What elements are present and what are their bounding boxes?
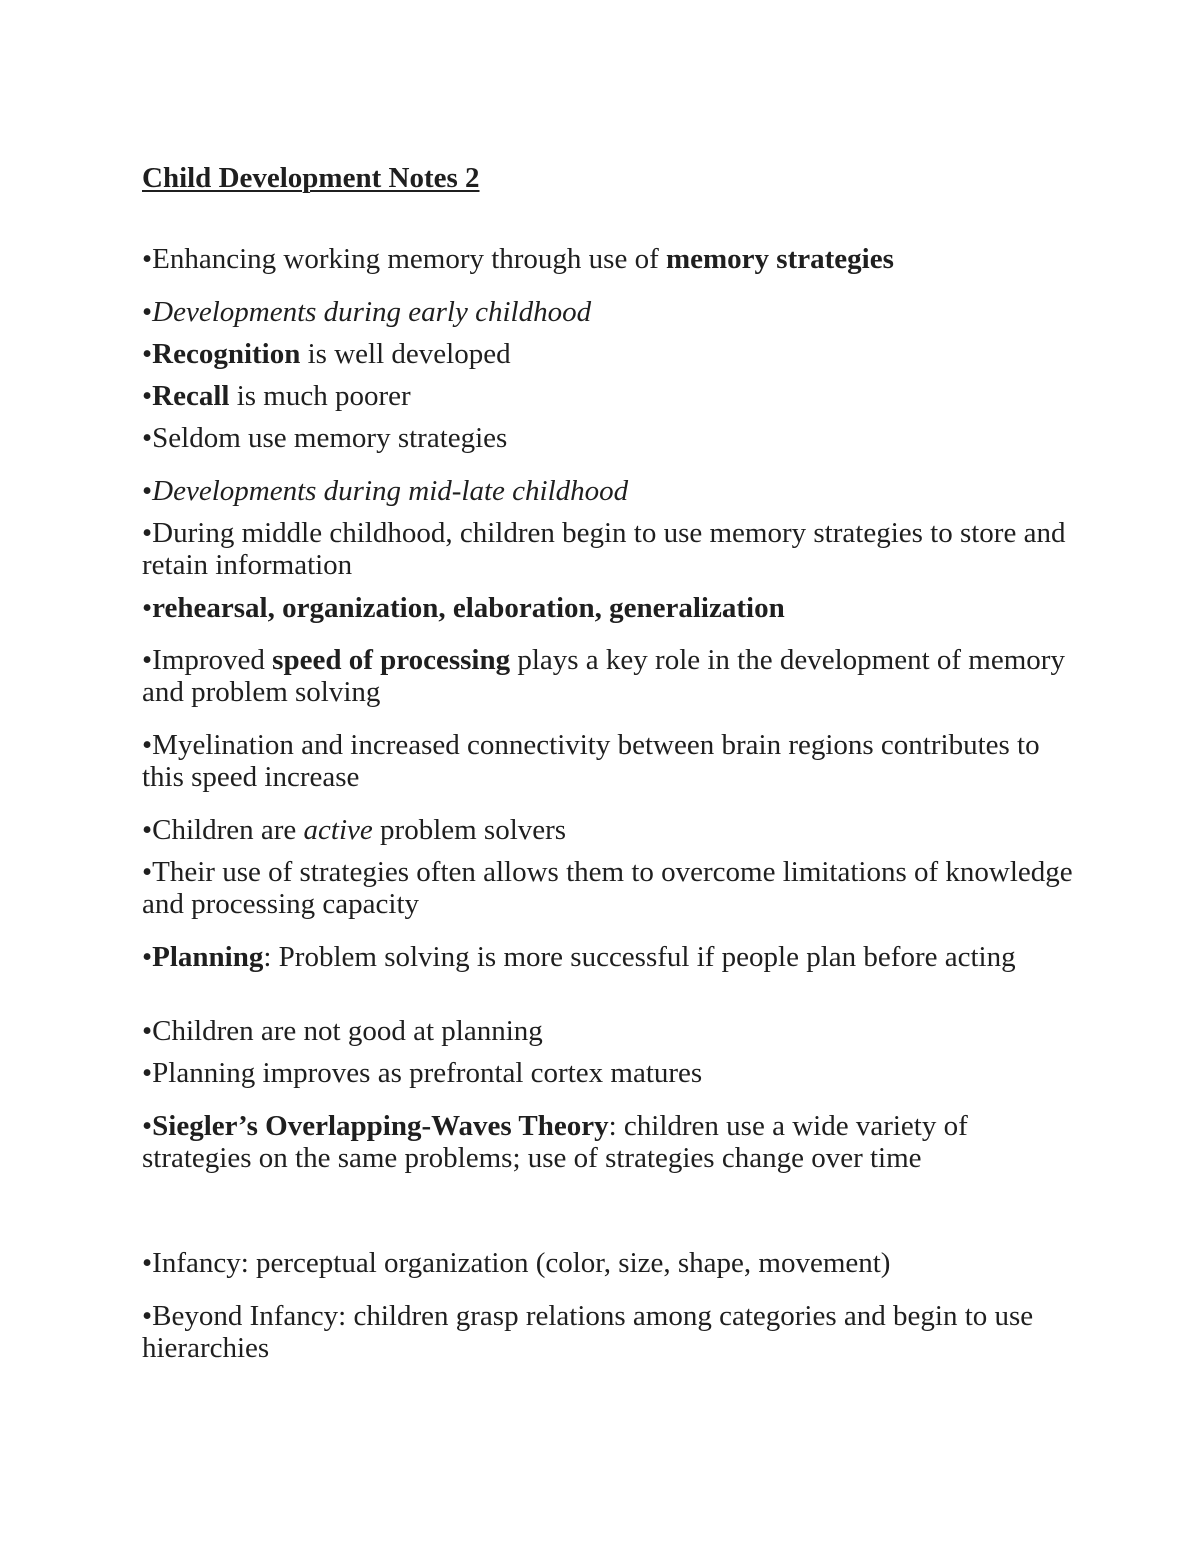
text-run-bold: memory strategies bbox=[666, 243, 894, 275]
text-run-bold: rehearsal, organization, elaboration, generalization bbox=[152, 592, 785, 624]
note-line-9 bbox=[142, 644, 1082, 708]
text-run: Their use of strategies often allows them to overcome limitations of knowledge and processing capacity bbox=[142, 856, 1073, 920]
bullet: • bbox=[142, 814, 153, 846]
bullet: • bbox=[142, 1015, 153, 1047]
text-run: problem solvers bbox=[372, 814, 567, 846]
text-run-bold: Siegler’s Overlapping-Waves Theory bbox=[152, 1110, 609, 1142]
note-line-13 bbox=[142, 941, 1082, 973]
text-run: : children use a wide variety of strategies on the same problems; use of strategies change over time bbox=[142, 1110, 968, 1174]
bullet: • bbox=[142, 644, 153, 676]
note-line-4 bbox=[142, 380, 1082, 412]
text-run-italic: Developments during early childhood bbox=[152, 296, 592, 328]
text-run: is well developed bbox=[300, 338, 511, 370]
text-run: Planning improves as prefrontal cortex matures bbox=[152, 1057, 703, 1089]
bullet: • bbox=[142, 729, 153, 761]
text-run: During middle childhood, children begin to use memory strategies to store and retain information bbox=[142, 517, 1066, 581]
text-run-bold: Planning bbox=[152, 941, 264, 973]
bullet: • bbox=[142, 1110, 153, 1142]
text-run: is much poorer bbox=[229, 380, 411, 412]
bullet: • bbox=[142, 856, 153, 888]
text-run: Beyond Infancy: children grasp relations among categories and begin to use hierarchies bbox=[142, 1300, 1034, 1364]
bullet: • bbox=[142, 338, 153, 370]
note-line-1 bbox=[142, 243, 1082, 275]
bullet: • bbox=[142, 475, 153, 507]
note-line-5 bbox=[142, 422, 1082, 454]
note-line-17 bbox=[142, 1247, 1082, 1279]
bullet: • bbox=[142, 243, 153, 275]
text-run-italic: Developments during mid-late childhood bbox=[152, 475, 629, 507]
bullet: • bbox=[142, 296, 153, 328]
bullet: • bbox=[142, 1247, 153, 1279]
note-line-11 bbox=[142, 814, 1082, 846]
bullet: • bbox=[142, 422, 153, 454]
text-run-italic: active bbox=[303, 814, 373, 846]
note-line-7 bbox=[142, 517, 1082, 581]
note-line-2 bbox=[142, 296, 1082, 328]
note-line-14 bbox=[142, 1015, 1082, 1047]
bullet: • bbox=[142, 1057, 153, 1089]
text-run-bold: Recall bbox=[152, 380, 230, 412]
note-line-18 bbox=[142, 1300, 1082, 1364]
bullet: • bbox=[142, 941, 153, 973]
text-run: Improved bbox=[152, 644, 273, 676]
note-line-8 bbox=[142, 592, 1082, 624]
note-line-6 bbox=[142, 475, 1082, 507]
text-run-bold: Recognition bbox=[152, 338, 301, 370]
text-run: Myelination and increased connectivity between brain regions contributes to this speed increase bbox=[142, 729, 1040, 793]
text-run: Children are bbox=[152, 814, 304, 846]
bullet: • bbox=[142, 517, 153, 549]
text-run: : Problem solving is more successful if people plan before acting bbox=[263, 941, 1016, 973]
note-line-10 bbox=[142, 729, 1082, 793]
bullet: • bbox=[142, 592, 153, 624]
text-run: Seldom use memory strategies bbox=[152, 422, 508, 454]
text-run-bold: speed of processing bbox=[272, 644, 511, 676]
text-run: Enhancing working memory through use of bbox=[152, 243, 666, 275]
note-line-16 bbox=[142, 1110, 1082, 1174]
note-line-15 bbox=[142, 1057, 1082, 1089]
page-title: Child Development Notes 2 bbox=[142, 162, 480, 194]
bullet: • bbox=[142, 380, 153, 412]
note-line-12 bbox=[142, 856, 1082, 920]
bullet: • bbox=[142, 1300, 153, 1332]
text-run: plays a key role in the development of memory and problem solving bbox=[142, 644, 1065, 708]
note-line-3 bbox=[142, 338, 1082, 370]
text-run: Infancy: perceptual organization (color, size, shape, movement) bbox=[152, 1247, 891, 1279]
text-run: Children are not good at planning bbox=[152, 1015, 543, 1047]
